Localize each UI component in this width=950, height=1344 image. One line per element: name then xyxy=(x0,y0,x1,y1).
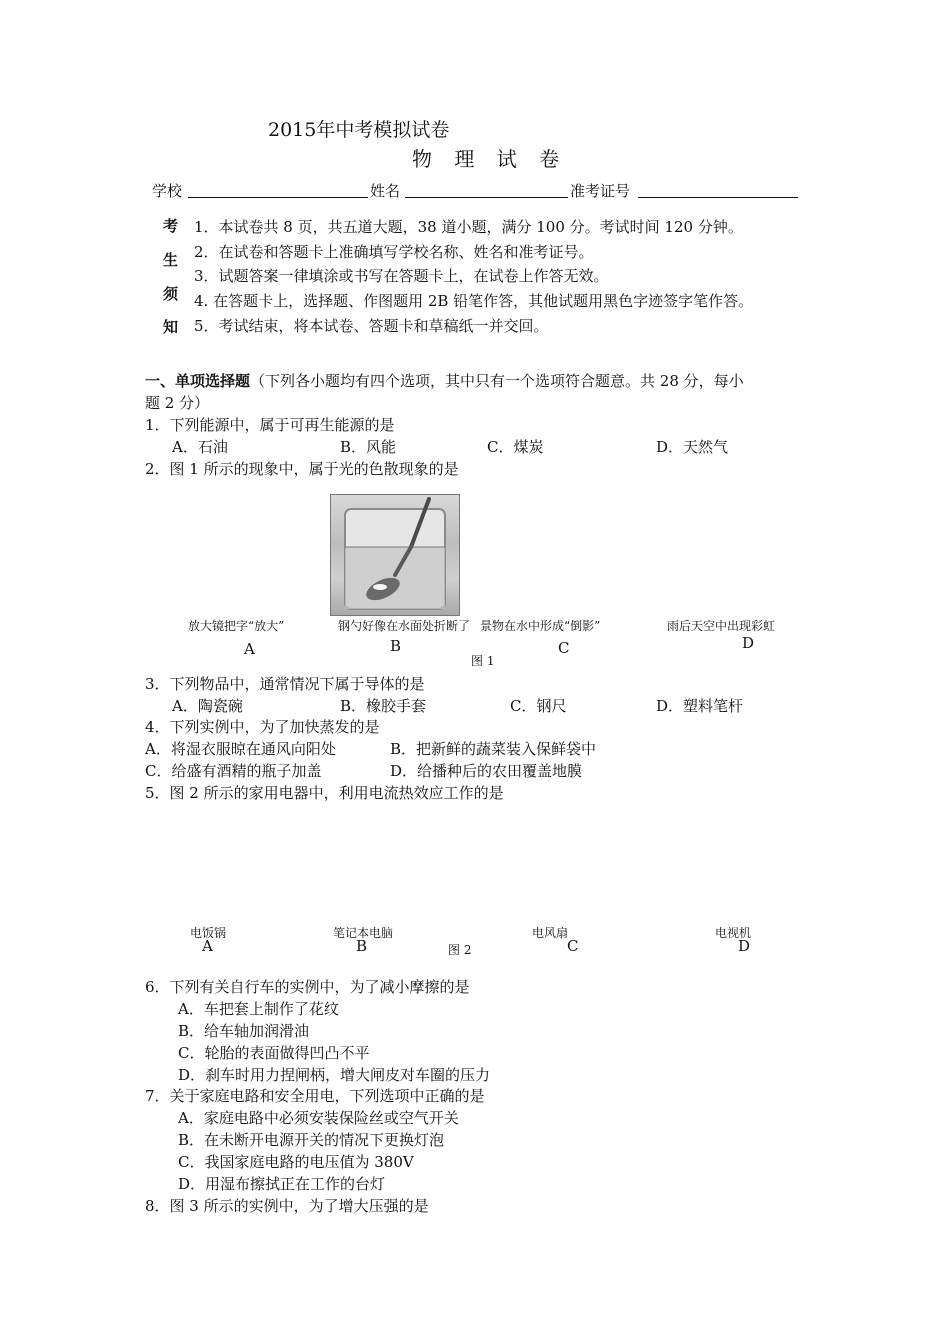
q4-option-b: B．把新鲜的蔬菜装入保鲜袋中 xyxy=(390,740,597,758)
school-field[interactable] xyxy=(188,197,368,198)
notice-item: 5．考试结束，将本试卷、答题卡和草稿纸一并交回。 xyxy=(194,317,549,335)
notice-item: 2．在试卷和答题卡上准确填写学校名称、姓名和准考证号。 xyxy=(194,243,594,261)
q3-stem: 3．下列物品中，通常情况下属于导体的是 xyxy=(145,675,425,693)
q7-option-c: C．我国家庭电路的电压值为 380V xyxy=(178,1153,414,1171)
section-desc-cont: 题 2 分） xyxy=(145,394,210,412)
q4-option-c: C．给盛有酒精的瓶子加盖 xyxy=(145,762,322,780)
section-title: 一、单项选择题 xyxy=(145,372,251,390)
name-label: 姓名 xyxy=(370,182,401,200)
q5-caption-b: 笔记本电脑 xyxy=(333,926,394,940)
q2-letter-b: B xyxy=(390,637,402,655)
exam-title: 2015年中考模拟试卷 xyxy=(268,119,450,141)
q7-stem: 7．关于家庭电路和安全用电，下列选项中正确的是 xyxy=(145,1087,485,1105)
q5-caption-c: 电风扇 xyxy=(532,926,569,940)
section-desc: （下列各小题均有四个选项，其中只有一个选项符合题意。共 28 分，每小 xyxy=(250,372,744,390)
q2-letter-a: A xyxy=(244,640,255,658)
notice-item: 3．试题答案一律填涂或书写在答题卡上，在试卷上作答无效。 xyxy=(194,267,609,285)
q2-stem: 2．图 1 所示的现象中，属于光的色散现象的是 xyxy=(145,460,459,478)
q4-stem: 4．下列实例中，为了加快蒸发的是 xyxy=(145,718,380,736)
q2-letter-d: D xyxy=(742,634,755,652)
q5-stem: 5．图 2 所示的家用电器中，利用电流热效应工作的是 xyxy=(145,784,504,802)
q2-caption-a: 放大镜把字“放大” xyxy=(188,619,285,633)
q5-letter-d: D xyxy=(738,937,751,955)
spoon-in-glass-photo xyxy=(330,494,460,616)
q1-option-b: B．风能 xyxy=(340,438,397,456)
q3-option-a: A．陶瓷碗 xyxy=(172,697,243,715)
q3-option-d: D．塑料笔杆 xyxy=(656,697,744,715)
q6-stem: 6．下列有关自行车的实例中，为了减小摩擦的是 xyxy=(145,978,470,996)
notice-item: 4. 在答题卡上，选择题、作图题用 2B 铅笔作答，其他试题用黑色字迹签字笔作答。 xyxy=(194,292,754,310)
q1-option-c: C．煤炭 xyxy=(487,438,544,456)
name-field[interactable] xyxy=(405,197,568,198)
q4-option-a: A．将湿衣服晾在通风向阳处 xyxy=(145,740,336,758)
q5-caption-d: 电视机 xyxy=(715,926,752,940)
figure-2-caption: 图 2 xyxy=(448,943,472,957)
q7-option-b: B．在未断开电源开关的情况下更换灯泡 xyxy=(178,1131,445,1149)
q6-option-c: C．轮胎的表面做得凹凸不平 xyxy=(178,1044,370,1062)
q6-option-d: D．刹车时用力捏闸柄，增大闸皮对车圈的压力 xyxy=(178,1066,491,1084)
q1-option-a: A．石油 xyxy=(172,438,228,456)
q2-letter-c: C xyxy=(558,639,570,657)
exam-id-label: 准考证号 xyxy=(570,182,631,200)
q3-option-b: B．橡胶手套 xyxy=(340,697,427,715)
spoon-in-glass-icon xyxy=(331,495,459,615)
notice-item: 1．本试卷共 8 页，共五道大题，38 道小题，满分 100 分。考试时间 120 分钟。 xyxy=(194,218,743,236)
school-label: 学校 xyxy=(152,182,183,200)
figure-1-caption: 图 1 xyxy=(471,654,495,668)
q5-letter-c: C xyxy=(567,937,579,955)
exam-id-field[interactable] xyxy=(638,197,798,198)
exam-subtitle: 物 理 试 卷 xyxy=(412,147,568,171)
q8-stem: 8．图 3 所示的实例中，为了增大压强的是 xyxy=(145,1197,429,1215)
q6-option-b: B．给车轴加润滑油 xyxy=(178,1022,310,1040)
q7-option-d: D．用湿布擦拭正在工作的台灯 xyxy=(178,1175,386,1193)
q4-option-d: D．给播种后的农田覆盖地膜 xyxy=(390,762,583,780)
q1-stem: 1．下列能源中，属于可再生能源的是 xyxy=(145,416,395,434)
q2-caption-b: 钢勺好像在水面处折断了 xyxy=(338,619,471,633)
q5-letter-a: A xyxy=(202,937,213,955)
q3-option-c: C．钢尺 xyxy=(510,697,567,715)
q5-caption-a: 电饭锅 xyxy=(190,926,227,940)
q1-option-d: D．天然气 xyxy=(656,438,729,456)
q6-option-a: A．车把套上制作了花纹 xyxy=(178,1000,339,1018)
section-heading-line xyxy=(145,370,744,391)
q2-caption-c: 景物在水中形成“倒影” xyxy=(480,619,601,633)
q5-letter-b: B xyxy=(356,937,368,955)
q7-option-a: A．家庭电路中必须安装保险丝或空气开关 xyxy=(178,1109,459,1127)
q2-caption-d: 雨后天空中出现彩虹 xyxy=(667,619,776,633)
